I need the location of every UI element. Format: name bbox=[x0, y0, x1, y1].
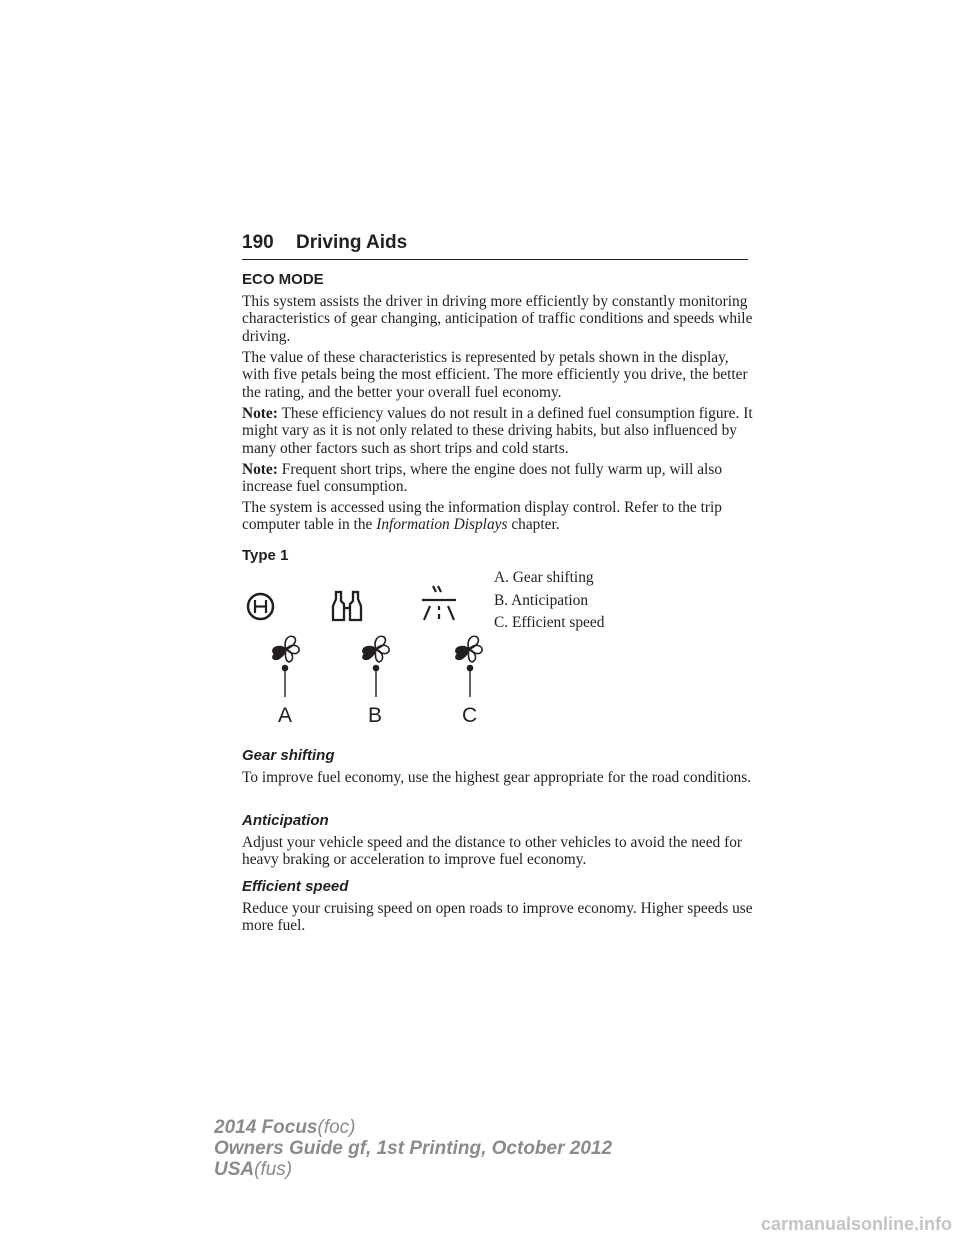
footer-model-code: (foc) bbox=[317, 1117, 356, 1138]
legend-item-b: B. Anticipation bbox=[494, 592, 589, 609]
note-efficiency bbox=[242, 405, 754, 457]
paragraph-access bbox=[242, 499, 754, 534]
subsection-text-gear: To improve fuel economy, use the highest gear appropriate for the road conditions. bbox=[242, 769, 752, 786]
note-label: Note: bbox=[242, 405, 278, 422]
binoculars-icon bbox=[333, 592, 361, 620]
footer-model-name: 2014 Focus bbox=[214, 1117, 318, 1138]
figure-label-b: B bbox=[368, 704, 383, 727]
figure-label-a: A bbox=[278, 704, 293, 727]
figure-label-c: C bbox=[462, 704, 478, 727]
footer-model bbox=[214, 1117, 356, 1138]
access-text-end: chapter. bbox=[511, 516, 560, 534]
subsection-heading-gear: Gear shifting bbox=[242, 747, 335, 764]
type-heading: Type 1 bbox=[242, 547, 289, 564]
footer-region-code: (fus) bbox=[254, 1159, 293, 1180]
legend-item-c: C. Efficient speed bbox=[494, 614, 605, 631]
chapter-title: Driving Aids bbox=[296, 232, 408, 253]
road-icon bbox=[422, 586, 456, 620]
eco-mode-figure bbox=[240, 582, 490, 730]
footer-region-name: USA bbox=[214, 1159, 255, 1180]
paragraph-intro: This system assists the driver in driving more efficiently by constantly monitoring characteristics of gear changing, anticipation of traffic conditions and speeds while driving. bbox=[242, 293, 753, 345]
subsection-text-speed: Reduce your cruising speed on open roads to improve economy. Higher speeds use more fuel. bbox=[242, 900, 753, 935]
leader-lines bbox=[282, 665, 472, 697]
section-title: ECO MODE bbox=[242, 271, 324, 288]
subsection-text-anticipation: Adjust your vehicle speed and the distance to other vehicles to avoid the need for heavy braking or acceleration to improve fuel economy. bbox=[242, 834, 743, 869]
note-text: Frequent short trips, where the engine does not fully warm up, will also increase fuel consumption. bbox=[242, 461, 723, 496]
legend-item-a: A. Gear shifting bbox=[494, 569, 594, 586]
eco-flower-icon bbox=[363, 636, 389, 662]
chapter-reference: Information Displays bbox=[376, 516, 508, 534]
eco-flower-icon bbox=[273, 636, 299, 662]
header-divider bbox=[242, 259, 748, 260]
gear-shift-icon bbox=[248, 594, 273, 619]
footer-region bbox=[214, 1159, 292, 1180]
eco-flower-icon bbox=[456, 636, 482, 662]
page-number: 190 bbox=[242, 232, 274, 253]
access-text: The system is accessed using the information display control. Refer to the trip computer table in the bbox=[242, 499, 722, 534]
note-label: Note: bbox=[242, 461, 278, 478]
subsection-heading-anticipation: Anticipation bbox=[242, 812, 329, 829]
watermark: carmanualsonline.info bbox=[760, 1214, 952, 1234]
paragraph-petals: The value of these characteristics is represented by petals shown in the display, with five petals being the most efficient. The more efficiently you drive, the better the rating, and the better your overall fuel economy. bbox=[242, 349, 748, 401]
note-short-trips bbox=[242, 461, 754, 496]
note-text: These efficiency values do not result in a defined fuel consumption figure. It might vary as it is not only related to these driving habits, but also influenced by many other factors such as short trips and cold starts. bbox=[242, 405, 753, 457]
footer-printing: Owners Guide gf, 1st Printing, October 2012 bbox=[214, 1138, 613, 1159]
subsection-heading-speed: Efficient speed bbox=[242, 878, 349, 895]
